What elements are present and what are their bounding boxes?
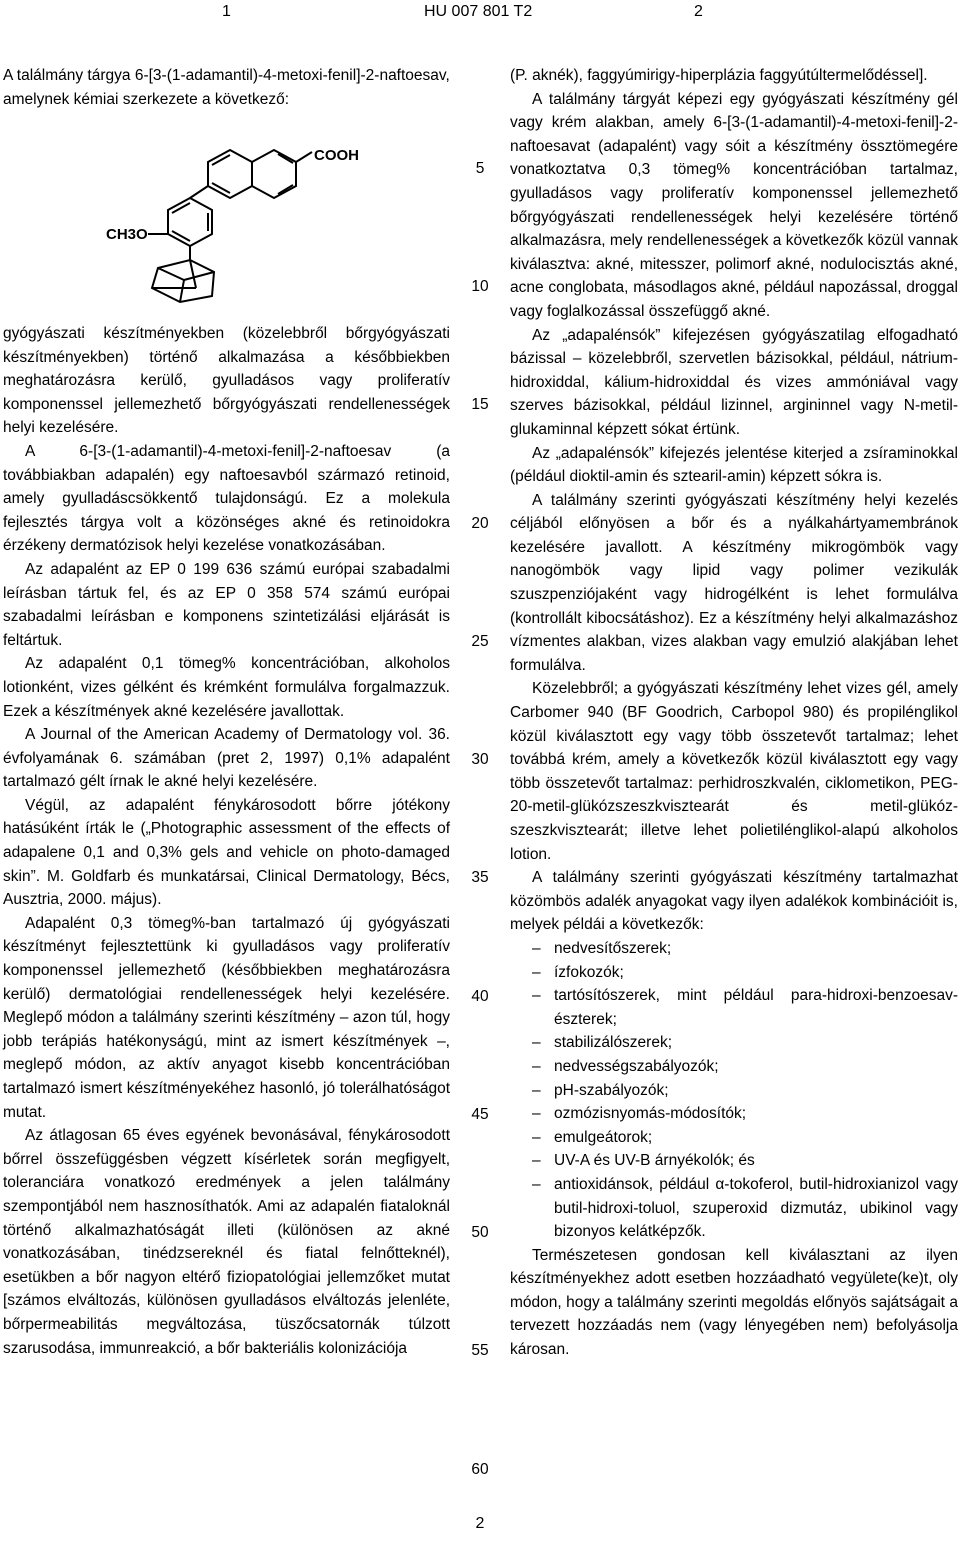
list-item: – UV-A és UV-B árnyékolók; és (510, 1149, 958, 1173)
paragraph: A találmány szerinti gyógyászati készítmény helyi kezelés céljából előnyösen a bőr és a nyálkahártyamembránok kezelésére javallott. A készítmény mikrogömbök vagy nanogömbök vagy lipid vagy polimer vezikulák szuszpenziójaként vagy hidrogélként is lehet formulálva (kontrollált kibocsátáshoz). Ez a készítmény helyi alkalmazáshoz vízmentes alakban, vizes alakban vagy emulzió alakjában lehet formulálva. (510, 491, 958, 674)
paragraph: Végül, az adapalént fénykárosodott bőrre jótékony hatásúként írták le („Photographic assessment of the effects of adapalene 0,1 and 0,3% gels and vehicle on photo-damaged skin”. M. Goldfarb és munkatársai, Clinical Dermatology, Bécs, Ausztria, 2000. május). (3, 796, 450, 909)
line-number: 45 (471, 1106, 489, 1123)
paragraph: Az adapalént az EP 0 199 636 számú európai szabadalmi leírásban tártuk fel, és az EP 0 358 574 számú európai szabadalmi leírásban e komponens szintetizálási eljárását is feltártuk. (3, 560, 450, 649)
line-number: 15 (471, 396, 489, 413)
line-number: 25 (471, 633, 489, 650)
footer-page-number: 2 (475, 1515, 485, 1532)
paragraph: Adapalént 0,3 tömeg%-ban tartalmazó új gyógyászati készítményt fejlesztettünk ki gyulladásos vagy proliferatív komponenssel jellemezhető (későbbiekben meghatározásra kerülő) dermatológiai rendellenességek helyi kezelésére. Meglepő módon a találmány szerinti készítmény – azon túl, hogy jobb terápiás hatékonyságú, mint az ismert készítmények –, meglepő módon, az aktív anyagot kisebb koncentrációban tartalmazó ismert készítményekéhez hasonló, jó tolerálhatóságot mutat. (3, 914, 450, 1121)
line-number: 50 (471, 1224, 489, 1241)
paragraph: Az átlagosan 65 éves egyének bevonásával, fénykárosodott bőrrel összefüggésben végzett kísérletek során megfigyelt, toleranciára vonatkozó eredmények a jelen találmány szempontjából nem hasznosíthatók. Ami az adapalén fiataloknál történő alkalmazhatóságát illeti (különösen az akné vonatkozásában, tinédzsereknél és fiatal felnőtteknél), esetükben a bőr nagyon eltérő fiziopatológiai jellemzőket mutat [számos elváltozás, különösen gyulladásos elváltozás jelenléte, bőrpermeabilitás megváltozása, tüszőcsatornák túlzott szarusodása, immunreakció, a bőr bakteriális kolonizációja (3, 1127, 450, 1357)
list-item: – emulgeátorok; (510, 1126, 958, 1150)
list-item: – ízfokozók; (510, 961, 958, 985)
paragraph: Az „adapalénsók” kifejezésen gyógyászatilag elfogadható bázissal – közelebbről, szervetlen bázisokkal, például, nátrium-hidroxiddal, kálium-hidroxiddal és vizes ammóniával vagy szerves bázisokkal, például lizinnel, argininnel vagy N-metil-glukaminnal képzett sókat értünk. (510, 326, 958, 438)
paragraph: A találmány tárgyát képezi egy gyógyászati készítmény gél vagy krém alakban, amely 6-[3-(1-adamantil)-4-metoxi-fenil]-2-naftoesavat (adapalént) vagy sóit a készítmény össztömegére vonatkoztatva 0,3 tömeg% koncentrációban tartalmaz, gyulladásos vagy proliferatív komponenssel jellemezhető bőrgyógyászati rendellenességek helyi kezelésére történő alkalmazásra, mely rendellenességek a következők közül vannak kiválasztva: akné, mitesszer, polimorf akné, nodulocisztás akné, acne conglobata, másodlagos akné, például napozással, droggal vagy foglalkozással összefüggő akné. (510, 90, 959, 320)
line-number: 60 (471, 1461, 489, 1478)
left-column-intro (3, 64, 450, 111)
list-item: – stabilizálószerek; (510, 1031, 958, 1055)
list-item: – nedvesítőszerek; (510, 937, 958, 961)
list-item: – tartósítószerek, mint például para-hidroxi-benzoesav-észterek; (510, 984, 958, 1031)
paragraph: A 6-[3-(1-adamantil)-4-metoxi-fenil]-2-naftoesav (a továbbiakban adapalén) egy naftoesavból származó retinoid, amely gyulladáscsökkentő tulajdonságú. Ez a molekula fejlesztés tárgya volt a közönséges akné és retinoidokra érzékeny dermatózisok helyi kezelése vonatkozásában. (3, 442, 450, 555)
line-number: 10 (471, 278, 489, 295)
cooh-label: COOH (314, 147, 359, 164)
list-item: – antioxidánsok, például α-tokoferol, butil-hidroxianizol vagy butil-hidroxi-toluol, szuperoxid dizmutáz, ubikinol vagy bizonyos kelátképzők. (510, 1173, 958, 1244)
paragraph: Természetesen gondosan kell kiválasztani az ilyen készítményekhez adott esetben hozzáadható vegyülete(ke)t, oly módon, hogy a találmány szerinti megoldás előnyös sajátságait a tervezett hozzáadás nem (vagy lényegében nem) befolyásolja károsan. (510, 1246, 958, 1359)
additives-list (510, 937, 958, 1244)
list-item: – ozmózisnyomás-módosítók; (510, 1102, 958, 1126)
paragraph: A találmány szerinti gyógyászati készítmény tartalmazhat közömbös adalék anyagokat vagy ilyen adalékok kombinációit is, melyek példái a következők: (510, 869, 958, 934)
paragraph: (P. aknék), faggyúmirigy-hiperplázia faggyútúltermelődéssel]. (510, 67, 928, 84)
line-number: 35 (471, 869, 489, 886)
document-id: HU 007 801 T2 (424, 3, 533, 20)
left-column-body (3, 322, 450, 1360)
line-number: 20 (471, 515, 489, 532)
intro-paragraph: A találmány tárgya 6-[3-(1-adamantil)-4-metoxi-fenil]-2-naftoesav, amelynek kémiai szerkezete a következő: (3, 67, 450, 108)
header-left-page-number: 1 (222, 3, 231, 20)
ch3o-label: CH3O (106, 226, 148, 243)
line-number: 40 (471, 988, 489, 1005)
paragraph: Közelebbről; a gyógyászati készítmény lehet vizes gél, amely Carbomer 940 (BF Goodrich, Carbopol 980) és propilénglikol közül kiválasztott egy vagy több összetevőt tartalmaz; lehet továbbá krém, amely a következők közül kiválasztott egy vagy több összetevőt tartalmaz: perhidroszkvalén, ciklometikon, PEG-20-metil-glükózszeszkvisztearát és metil-glükóz-szeszkvisztearát; illetve lehet polietilénglikol-alapú alkoholos lotion. (510, 680, 958, 863)
list-item: – nedvességszabályozók; (510, 1055, 958, 1079)
header-right-page-number: 2 (694, 3, 703, 20)
paragraph: Az „adapalénsók” kifejezés jelentése kiterjed a zsíraminokkal (például dioktil-amin és sztearil-amin) képzett sókra is. (510, 444, 958, 486)
paragraph: Az adapalént 0,1 tömeg% koncentrációban, alkoholos lotionként, vizes gélként és krémként formulálva forgalmazzuk. Ezek a készítmények akné kezelésére javallottak. (3, 655, 450, 720)
paragraph: A Journal of the American Academy of Dermatology vol. 36. évfolyamának 6. számában (pret 2, 1997) 0,1% adapalént tartalmazó gélt írnak le akné helyi kezelésére. (3, 726, 450, 791)
line-number: 30 (471, 751, 489, 768)
right-column (510, 64, 958, 1362)
adapalene-structure-diagram (100, 138, 360, 308)
list-item: – pH-szabályozók; (510, 1079, 958, 1103)
line-number: 55 (471, 1342, 489, 1359)
paragraph: gyógyászati készítményekben (közelebbről bőrgyógyászati készítményekben) történő alkalmazása a későbbiekben meghatározásra kerülő, gyulladásos vagy proliferatív komponenssel jellemezhető bőrgyógyászati rendellenességek helyi kezelésére. (3, 325, 450, 437)
line-number: 5 (475, 160, 485, 177)
